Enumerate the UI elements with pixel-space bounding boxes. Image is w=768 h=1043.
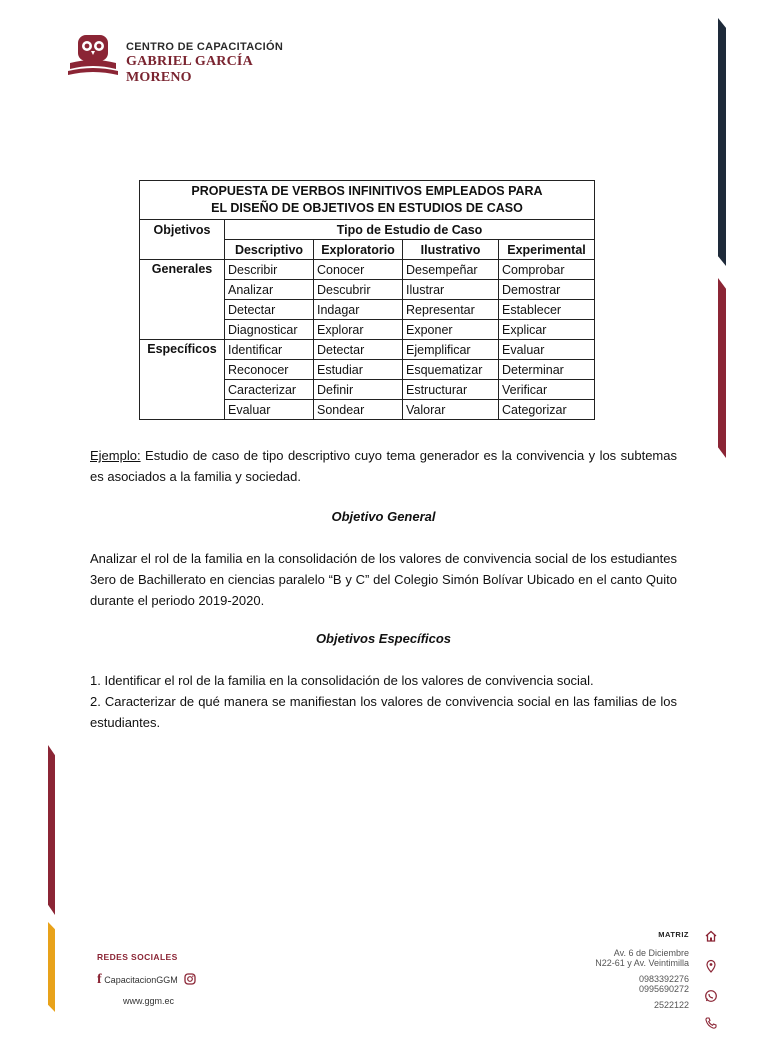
table-title-line-2: EL DISEÑO DE OBJETIVOS EN ESTUDIOS DE CASO	[211, 201, 523, 215]
table-cell: Definir	[314, 380, 403, 400]
address-line-1: Av. 6 de Diciembre	[613, 948, 689, 958]
phone-block	[595, 974, 689, 994]
table-cell: Detectar	[314, 340, 403, 360]
table-cell: Evaluar	[225, 400, 314, 420]
verbs-table	[139, 180, 595, 420]
footer-redes-label	[97, 952, 178, 962]
table-cell: Estructurar	[403, 380, 499, 400]
table-cell: Describir	[225, 260, 314, 280]
website-link[interactable]: www.ggm.ec	[123, 996, 175, 1006]
logo	[66, 33, 286, 85]
landline[interactable]: 2522122	[653, 1000, 689, 1010]
header-type-1: Exploratorio	[314, 240, 403, 260]
table-cell: Sondear	[314, 400, 403, 420]
facebook-icon: f	[97, 972, 102, 987]
footer-icons	[704, 929, 720, 1043]
objetivo-general-text: Analizar el rol de la familia en la consolidación de los valores de convivencia social de los estudiantes 3ero de Bachillerato en ciencias paralelo “B y C” del Colegio Simón Bolívar Ubicado en el canto Quito durante el periodo 2019-2020.	[90, 551, 677, 608]
decor-bar-red-right	[718, 278, 726, 458]
phone-2[interactable]: 0995690272	[638, 984, 689, 994]
whatsapp-icon	[704, 989, 718, 1003]
table-cell: Categorizar	[499, 400, 595, 420]
header-spacer	[140, 240, 225, 260]
logo-line-1: CENTRO DE CAPACITACIÓN	[126, 41, 284, 53]
ejemplo-label: Ejemplo:	[90, 448, 141, 463]
table-cell: Establecer	[499, 300, 595, 320]
objetivos-especificos-heading: Objetivos Específicos	[315, 631, 452, 646]
phone-1[interactable]: 0983392276	[638, 974, 689, 984]
decor-bar-yellow-left	[48, 922, 55, 1012]
table-cell: Estudiar	[314, 360, 403, 380]
matriz-label: MATRIZ	[658, 930, 689, 939]
objetivo-general-heading: Objetivo General	[331, 509, 436, 524]
social-handle[interactable]: CapacitacionGGM	[104, 975, 178, 985]
table-cell: Comprobar	[499, 260, 595, 280]
instagram-icon[interactable]	[184, 973, 196, 985]
table-cell: Desempeñar	[403, 260, 499, 280]
logo-line-2: GABRIEL GARCÍA MORENO	[126, 54, 253, 85]
table-cell: Diagnosticar	[225, 320, 314, 340]
social-row[interactable]	[97, 972, 196, 988]
header-type-2: Ilustrativo	[403, 240, 499, 260]
table-title	[140, 181, 595, 220]
objetivo-especifico-2: 2. Caracterizar de qué manera se manifiestan los valores de convivencia social en las familias de los estudiantes.	[90, 694, 677, 730]
table-cell: Explorar	[314, 320, 403, 340]
table-row	[140, 260, 595, 280]
table-cell: Caracterizar	[225, 380, 314, 400]
address-block	[595, 948, 689, 968]
ejemplo-paragraph	[90, 445, 677, 487]
table-cell: Conocer	[314, 260, 403, 280]
decor-bar-red-left	[48, 745, 55, 915]
table-cell: Reconocer	[225, 360, 314, 380]
redes-sociales-text: REDES SOCIALES	[97, 952, 178, 962]
row-group-generales: Generales	[140, 260, 225, 340]
table-cell: Ilustrar	[403, 280, 499, 300]
table-cell: Identificar	[225, 340, 314, 360]
owl-book-logo-icon	[66, 33, 120, 79]
header-tipo: Tipo de Estudio de Caso	[225, 220, 595, 240]
home-icon	[704, 929, 718, 943]
table-cell: Evaluar	[499, 340, 595, 360]
table-cell: Ejemplificar	[403, 340, 499, 360]
row-group-especificos: Específicos	[140, 340, 225, 420]
objetivos-especificos-list	[90, 670, 677, 733]
location-pin-icon	[704, 959, 718, 973]
table-row	[140, 340, 595, 360]
table-cell: Esquematizar	[403, 360, 499, 380]
table-cell: Verificar	[499, 380, 595, 400]
address-line-2: N22-61 y Av. Veintimilla	[595, 958, 689, 968]
table-cell: Exponer	[403, 320, 499, 340]
header-type-3: Experimental	[499, 240, 595, 260]
table-cell: Determinar	[499, 360, 595, 380]
header-type-0: Descriptivo	[225, 240, 314, 260]
table-cell: Demostrar	[499, 280, 595, 300]
table-cell: Explicar	[499, 320, 595, 340]
table-cell: Descubrir	[314, 280, 403, 300]
table-cell: Valorar	[403, 400, 499, 420]
table-cell: Analizar	[225, 280, 314, 300]
table-cell: Detectar	[225, 300, 314, 320]
objetivo-especifico-1: 1. Identificar el rol de la familia en la consolidación de los valores de convivencia social.	[90, 673, 594, 688]
table-title-line-1: PROPUESTA DE VERBOS INFINITIVOS EMPLEADOS PARA	[191, 184, 543, 198]
header-objetivos: Objetivos	[140, 220, 225, 240]
ejemplo-text: Estudio de caso de tipo descriptivo cuyo tema generador es la convivencia y los subtemas es asociados a la familia y sociedad.	[90, 448, 677, 484]
table-cell: Representar	[403, 300, 499, 320]
table-cell: Indagar	[314, 300, 403, 320]
decor-bar-navy	[718, 18, 726, 266]
phone-icon	[704, 1016, 718, 1030]
footer-contact	[595, 930, 689, 1010]
